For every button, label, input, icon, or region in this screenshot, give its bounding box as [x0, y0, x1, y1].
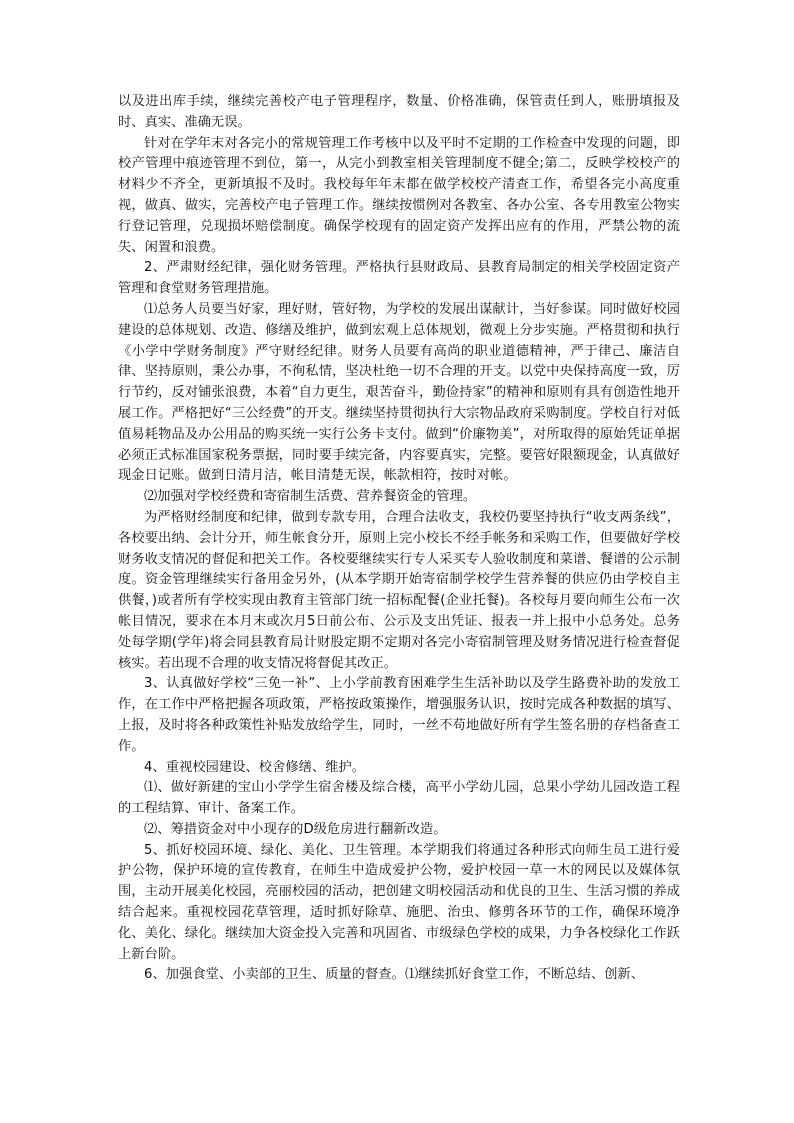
paragraph-5: ⑵加强对学校经费和寄宿制生活费、营养餐资金的管理。: [144, 489, 477, 505]
paragraph-2: 针对在学年末对各完小的常规管理工作考核中以及平时不定期的工作检查中发现的问题，即校产管理中痕迹管理不到位，第一，从完小到教室相关管理制度不健全;第二，反映学校校产的材料少不齐全，更新填报不及时。我校每年年末都在做学校校产清查工作，希望各完小高度重视，做真、做实，完善校产电子管理工作。继续按惯例对各教室、各办公室、各专用教室公物实行登记管理，兑现损坏赔偿制度。确保学校现有的固定资产发挥出应有的作用，严禁公物的流失、闲置和浪费。: [118, 135, 680, 255]
paragraph-10: ⑵、筹措资金对中小现存的D级危房进行翻新改造。: [144, 821, 447, 837]
document-page: [118, 92, 680, 986]
paragraph-9: ⑴、做好新建的宝山小学学生宿舍楼及综合楼，高平小学幼儿园，总果小学幼儿园改造工程的工程结算、审计、备案工作。: [118, 780, 680, 817]
paragraph-1: 以及进出库手续，继续完善校产电子管理程序，数量、价格准确，保管责任到人，账册填报及时、真实、准确无误。: [118, 94, 680, 130]
paragraph-6: 为严格财经制度和纪律，做到专款专用，合理合法收支，我校仍要坚持执行“收支两条线”，各校要出纳、会计分开，师生帐食分开，原则上完小校长不经手帐务和采购工作，但要做好学校财务收支情况的督促和把关工作。各校要继续实行专人采买专人验收制度和菜谱、餐谱的公示制度。资金管理继续实行备用金另外，(从本学期开始寄宿制学校学生营养餐的供应仍由学校自主供餐，)或者所有学校实现由教育主管部门统一招标配餐(企业托餐)。各校每月要向师生公布一次帐目情况，要求在本月末或次月5日前公布、公示及支出凭证、报表一并上报中小总务处。总务处每学期(学年)将会同县教育局计财股定期不定期对各完小寄宿制管理及财务情况进行检查督促核实。若出现不合理的收支情况将督促其改正。: [118, 509, 680, 671]
paragraph-8: 4、重视校园建设、校舍修缮、维护。: [144, 759, 366, 775]
paragraph-4: ⑴总务人员要当好家，理好财，管好物，为学校的发展出谋献计，当好参谋。同时做好校园建设的总体规划、改造、修缮及维护，做到宏观上总体规划，微观上分步实施。严格贯彻和执行《小学中学财务制度》严守财经纪律。财务人员要有高尚的职业道德精神，严于律己、廉洁自律、坚持原则，秉公办事，不徇私情，坚决杜绝一切不合理的开支。以党中央保持高度一致，厉行节约，反对铺张浪费，本着“自力更生，艰苦奋斗，勤俭持家”的精神和原则有具有创造性地开展工作。严格把好“三公经费”的开支。继续坚持贯彻执行大宗物品政府采购制度。学校自行对低值易耗物品及办公用品的购买统一实行公务卡支付。做到“价廉物美”，对所取得的原始凭证单据必须正式标准国家税务票据，同时要手续完备，内容要真实，完整。要管好限额现金，认真做好现金日记账。做到日清月洁，帐目清楚无误，帐款相符，按时对帐。: [118, 301, 680, 484]
paragraph-11: 5、抓好校园环境、绿化、美化、卫生管理。本学期我们将通过各种形式向师生员工进行爱护公物，保护环境的宣传教育，在师生中造成爱护公物，爱护校园一草一木的网民以及媒体氛围，主动开展美化校园，亮丽校园的活动，把创建文明校园活动和优良的卫生、生活习惯的养成结合起来。重视校园花草管理，适时抓好除草、施肥、治虫、修剪各环节的工作，确保环境净化、美化、绿化。继续加大资金投入完善和巩固省、市级绿色学校的成果，力争各校绿化工作跃上新台阶。: [118, 842, 680, 962]
paragraph-3: 2、严肃财经纪律，强化财务管理。严格执行县财政局、县教育局制定的相关学校固定资产管理和食堂财务管理措施。: [118, 260, 680, 297]
paragraph-7: 3、认真做好学校“三免一补”、上小学前教育困难学生生活补助以及学生路费补助的发放工作，在工作中严格把握各项政策，严格按政策操作，增强服务认识，按时完成各种数据的填写、上报，及时将各种政策性补贴发放给学生，同时，一丝不苟地做好所有学生签名册的存档备查工作。: [118, 676, 680, 754]
paragraph-12: 6、加强食堂、小卖部的卫生、质量的督查。⑴继续抓好食堂工作，不断总结、创新、: [144, 967, 645, 983]
